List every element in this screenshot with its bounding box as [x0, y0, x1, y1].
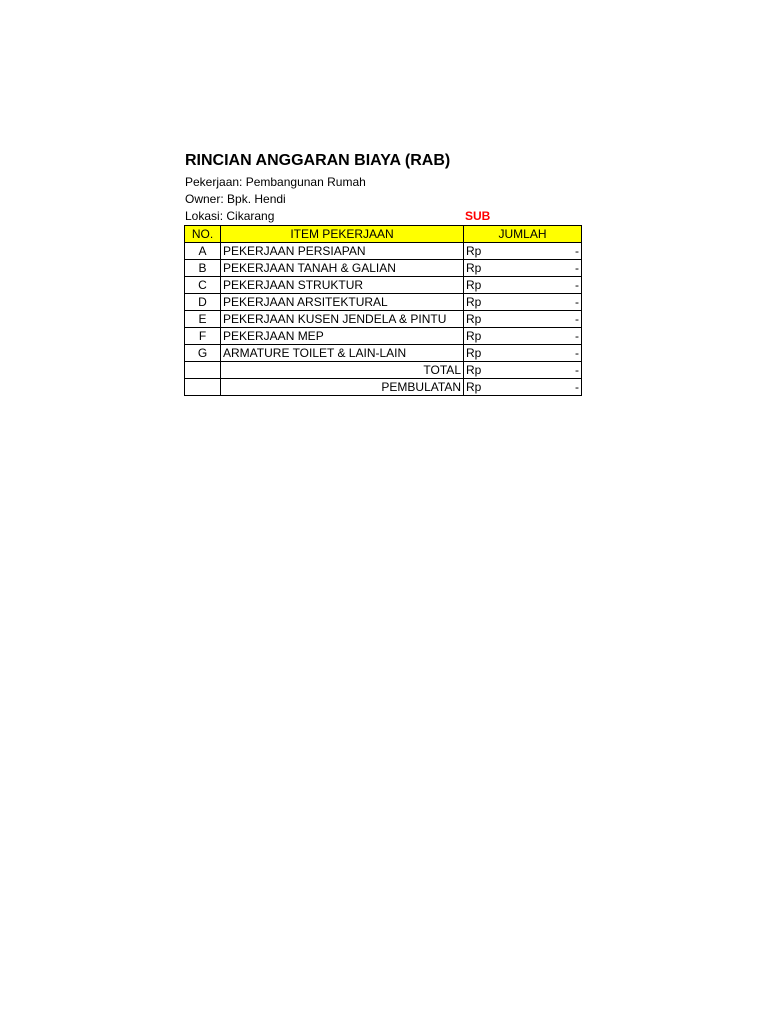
row-value: -	[575, 261, 579, 275]
row-no: C	[185, 277, 221, 294]
row-jumlah	[464, 294, 582, 311]
header-jumlah: JUMLAH	[464, 226, 582, 243]
table-row	[185, 311, 582, 328]
row-no: F	[185, 328, 221, 345]
table-row	[185, 294, 582, 311]
row-value: -	[575, 278, 579, 292]
total-label: TOTAL	[221, 362, 464, 379]
table-row	[185, 328, 582, 345]
row-value: -	[575, 295, 579, 309]
row-currency: Rp	[466, 346, 482, 360]
row-currency: Rp	[466, 278, 482, 292]
row-value: -	[575, 346, 579, 360]
row-no: E	[185, 311, 221, 328]
row-currency: Rp	[466, 261, 482, 275]
row-item: PEKERJAAN KUSEN JENDELA & PINTU	[221, 311, 464, 328]
row-jumlah	[464, 345, 582, 362]
lokasi-line: Lokasi: Cikarang	[185, 209, 275, 223]
pembulatan-value: -	[575, 380, 579, 394]
total-value: -	[575, 363, 579, 377]
header-item: ITEM PEKERJAAN	[221, 226, 464, 243]
row-jumlah	[464, 328, 582, 345]
lokasi-row	[185, 208, 584, 225]
row-item: PEKERJAAN TANAH & GALIAN	[221, 260, 464, 277]
row-currency: Rp	[466, 312, 482, 326]
rab-document	[184, 150, 584, 396]
pembulatan-currency: Rp	[466, 380, 482, 394]
row-item: ARMATURE TOILET & LAIN-LAIN	[221, 345, 464, 362]
row-currency: Rp	[466, 329, 482, 343]
pekerjaan-line: Pekerjaan: Pembangunan Rumah	[185, 175, 366, 189]
row-no: A	[185, 243, 221, 260]
total-jumlah	[464, 362, 582, 379]
total-no-cell	[185, 362, 221, 379]
owner-line: Owner: Bpk. Hendi	[185, 192, 286, 206]
row-no: G	[185, 345, 221, 362]
row-no: B	[185, 260, 221, 277]
total-currency: Rp	[466, 363, 482, 377]
row-item: PEKERJAAN MEP	[221, 328, 464, 345]
row-item: PEKERJAAN PERSIAPAN	[221, 243, 464, 260]
row-currency: Rp	[466, 244, 482, 258]
table-row	[185, 345, 582, 362]
row-item: PEKERJAAN ARSITEKTURAL	[221, 294, 464, 311]
row-value: -	[575, 312, 579, 326]
pembulatan-jumlah	[464, 379, 582, 396]
row-jumlah	[464, 277, 582, 294]
pembulatan-no-cell	[185, 379, 221, 396]
table-row	[185, 277, 582, 294]
pembulatan-row	[185, 379, 582, 396]
row-jumlah	[464, 243, 582, 260]
rab-table	[184, 225, 582, 396]
document-title: RINCIAN ANGGARAN BIAYA (RAB)	[185, 152, 451, 169]
header-no: NO.	[185, 226, 221, 243]
sub-label: SUB	[465, 209, 491, 223]
row-item: PEKERJAAN STRUKTUR	[221, 277, 464, 294]
row-value: -	[575, 244, 579, 258]
row-no: D	[185, 294, 221, 311]
total-row	[185, 362, 582, 379]
row-value: -	[575, 329, 579, 343]
pembulatan-label: PEMBULATAN	[221, 379, 464, 396]
table-row	[185, 243, 582, 260]
table-row	[185, 260, 582, 277]
table-header-row	[185, 226, 582, 243]
row-currency: Rp	[466, 295, 482, 309]
row-jumlah	[464, 311, 582, 328]
row-jumlah	[464, 260, 582, 277]
